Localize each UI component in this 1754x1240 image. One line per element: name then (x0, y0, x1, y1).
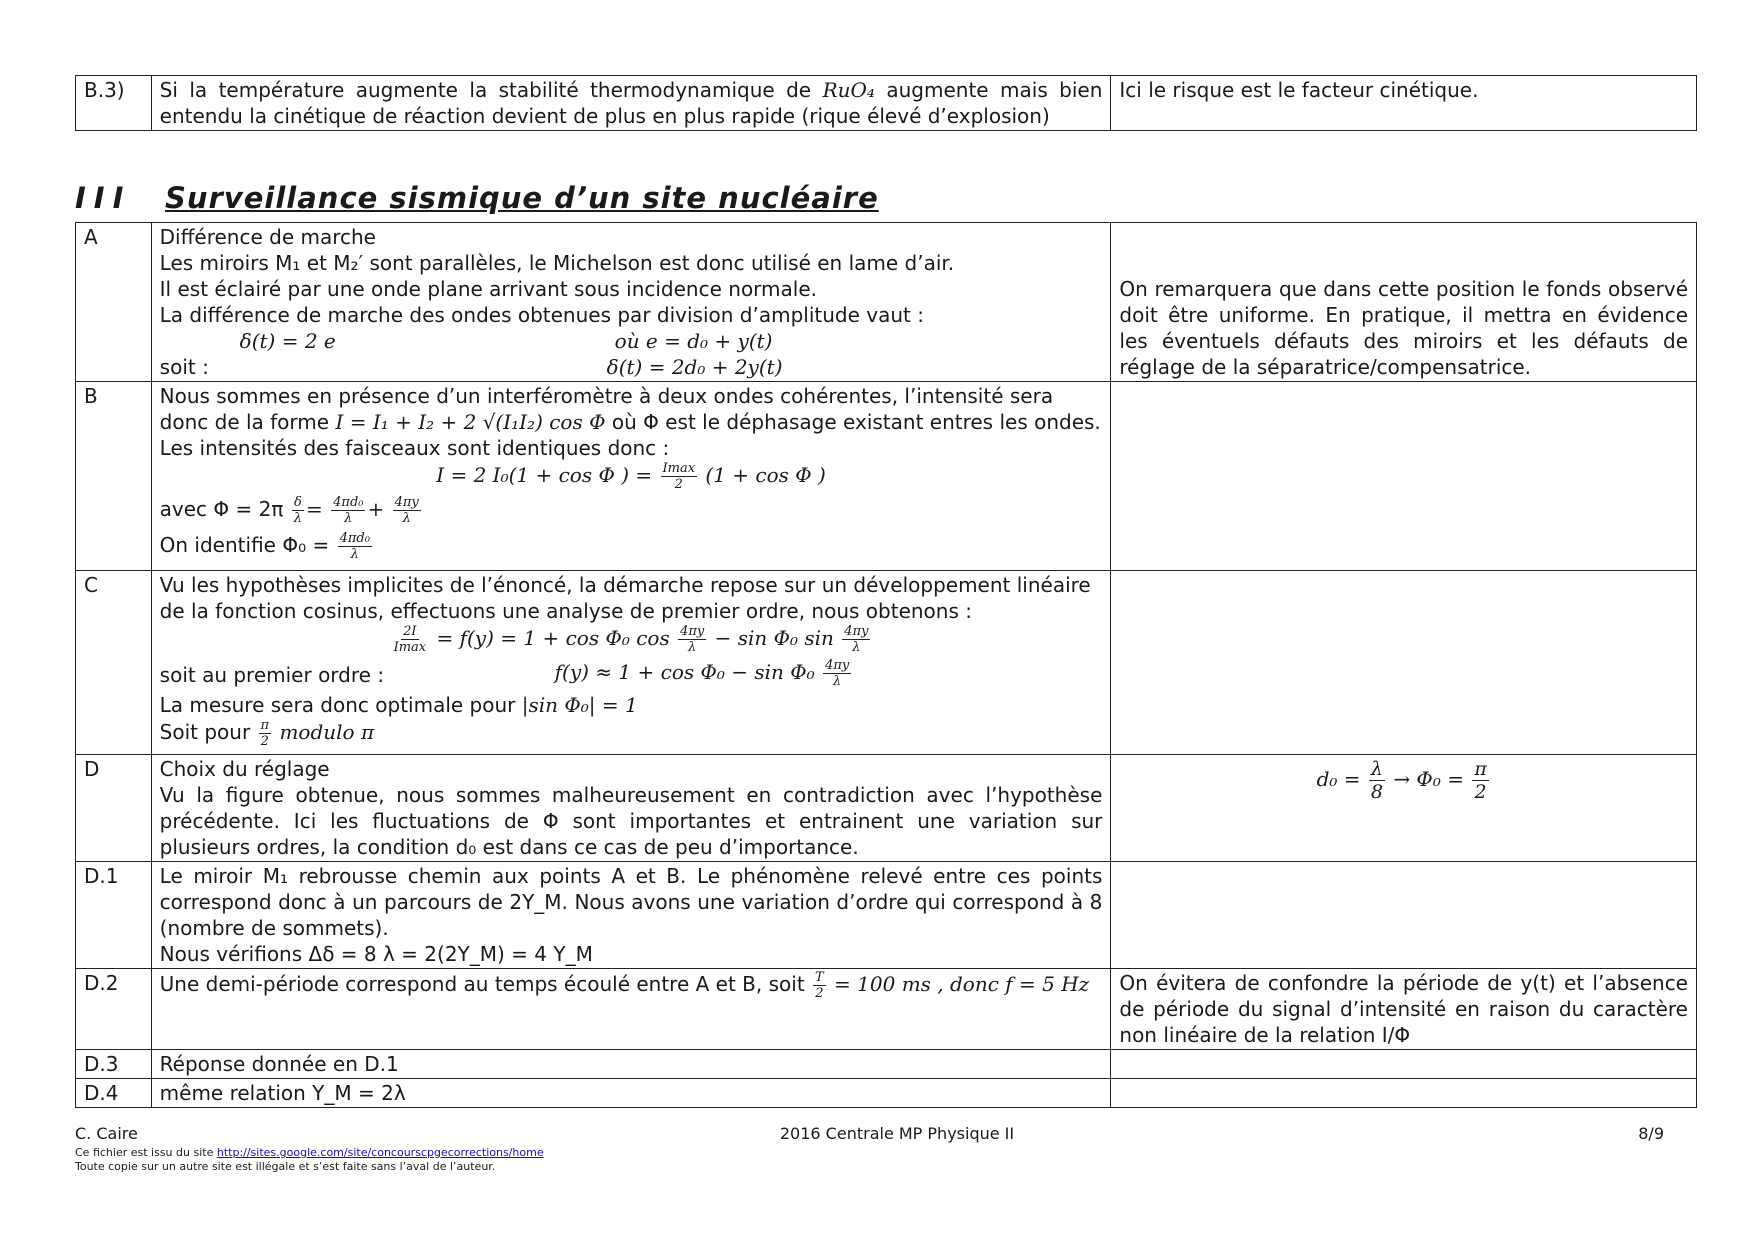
answer-cell (151, 571, 1111, 755)
answer-text: Choix du réglage (159, 757, 330, 781)
section-heading: Surveillance sismique d’un site nucléaire (165, 181, 879, 215)
table-row (76, 382, 1697, 571)
answer-cell (151, 755, 1111, 862)
answer-text: Soit pour (159, 720, 251, 744)
table-row (76, 76, 1697, 131)
denominator: λ (344, 511, 353, 526)
answer-text: soit au premier ordre : (159, 663, 385, 687)
comment-cell: Ici le risque est le facteur cinétique. (1111, 76, 1697, 131)
table-row (76, 862, 1697, 969)
formula: I = 2 I₀(1 + cos Φ ) = (436, 463, 653, 487)
answer-cell (151, 969, 1111, 1050)
answer-cell: Nous sommes en présence d’un interféromètre à deux ondes cohérentes, l’intensité sera donc de la forme I = I₁ + I₂ + 2 √(I₁I₂) cos Φ où Φ est le déphasage existant entres les ondes. Les intensités des faisceaux sont identiques donc : I = 2 I₀(1 + cos Φ ) = $\frac{Imax}{2}$ (1 + cos Φ ) avec Φ = 2π $\frac{\delta}{\lambda}$ = $\frac{\text{4πd₀}}{\lambda}$ + $\frac{4\pi y}{\lambda}$ On identifie Φ₀ = $\frac{\text{4πd₀}}{\lambda}$ (151, 382, 1111, 571)
answer-text: où Φ est le déphasage existant entres les ondes. (611, 410, 1101, 434)
formula: I = I₁ + I₂ + 2 √(I₁I₂) cos Φ (335, 410, 606, 434)
row-label: B.3) (76, 76, 152, 131)
table-row (76, 755, 1697, 862)
answer-cell (151, 223, 1111, 382)
denominator: λ (402, 511, 411, 526)
fraction (331, 495, 365, 526)
numerator: 4πy (844, 624, 869, 639)
formula: (1 + cos Φ ) (705, 463, 826, 487)
fraction (842, 624, 870, 655)
fraction (1472, 758, 1489, 803)
comment-cell: On évitera de confondre la période de y(t) et l’absence de période du signal d’intensité en raison du caractère non linéaire de la relation I/Φ (1111, 969, 1697, 1050)
footer-note (75, 1146, 544, 1160)
numerator: Imax (662, 461, 696, 476)
fraction (823, 658, 851, 689)
denominator: 2 (260, 734, 269, 749)
formula: − sin Φ₀ sin (714, 626, 834, 650)
row-label: A (76, 223, 152, 382)
numerator: π (1474, 758, 1487, 780)
answer-text: augmente mais bien entendu la cinétique de réaction devient de plus en plus rapide (rique élevé d’explosion) (159, 78, 1103, 128)
answer-text: Différence de marche (159, 225, 376, 249)
comment-cell (1111, 571, 1697, 755)
numerator: 2I (403, 624, 417, 639)
row-label: B (76, 382, 152, 571)
numerator: 4πy (394, 495, 419, 510)
answer-text: Une demi-période correspond au temps écoulé entre A et B, soit (159, 972, 805, 996)
note-text: Ce fichier est issu du site (75, 1146, 214, 1159)
formula: d₀ = (1316, 767, 1361, 791)
fraction (813, 970, 826, 1001)
answer-text: Nous vérifions Δδ = 8 λ = 2(2Y_M) = 4 Y_M (159, 942, 593, 966)
answer-cell: même relation Y_M = 2λ (151, 1079, 1111, 1108)
row-label: C (76, 571, 152, 755)
answer-text: Nous sommes en présence d’un interféromètre à deux ondes cohérentes, l’intensité sera (159, 384, 1054, 408)
row-label: D.1 (76, 862, 152, 969)
answer-text: Le miroir M₁ rebrousse chemin aux points A et B. Le phénomène relevé entre ces points correspond donc à un parcours de 2Y_M. Nous avons une variation d’ordre qui correspond à 8 (nombre de sommets). (159, 864, 1103, 940)
fraction (678, 624, 706, 655)
answer-text: La différence de marche des ondes obtenues par division d’amplitude vaut : (159, 303, 924, 327)
comment-cell (1111, 755, 1697, 862)
denominator: λ (852, 640, 861, 655)
numerator: δ (293, 495, 302, 510)
denominator: 8 (1370, 781, 1383, 803)
answer-text: Si la température augmente la stabilité thermodynamique de (159, 78, 812, 102)
comment-cell (1111, 382, 1697, 571)
denominator: λ (293, 511, 302, 526)
source-link[interactable]: http://sites.google.com/site/concourscpgecorrections/home (216, 1146, 544, 1159)
answer-text: de la fonction cosinus, effectuons une analyse de premier ordre, nous obtenons : (159, 599, 972, 623)
fraction (661, 461, 698, 492)
numerator: π (260, 718, 270, 733)
fraction (392, 624, 429, 655)
solution-table (75, 222, 1697, 1108)
answer-text: Il est éclairé par une onde plane arrivant sous incidence normale. (159, 277, 818, 301)
answer-text: Vu les hypothèses implicites de l’énoncé, la démarche repose sur un développement linéaire (159, 573, 1091, 597)
formula: → Φ₀ = (1393, 767, 1464, 791)
fraction (338, 531, 372, 562)
table-row (76, 969, 1697, 1050)
numerator: 4πd₀ (339, 531, 370, 546)
numerator: 4πd₀ (333, 495, 364, 510)
denominator: 2 (674, 477, 683, 492)
row-label: D (76, 755, 152, 862)
denominator: λ (350, 547, 359, 562)
numerator: 4πy (825, 658, 850, 673)
answer-text: On identifie Φ₀ = (159, 533, 330, 557)
denominator: 2 (1474, 781, 1487, 803)
table-row (76, 1050, 1697, 1079)
page-number: 8/9 (1638, 1124, 1664, 1143)
formula: |sin Φ₀| = 1 (521, 693, 638, 717)
answer-text: soit : (159, 355, 209, 379)
row-label: D.4 (76, 1079, 152, 1108)
footer-title: 2016 Centrale MP Physique II (779, 1124, 1015, 1143)
formula: f(y) ≈ 1 + cos Φ₀ − sin Φ₀ (554, 660, 815, 684)
answer-text: La mesure sera donc optimale pour (159, 693, 516, 717)
answer-text: Vu la figure obtenue, nous sommes malheureusement en contradiction avec l’hypothèse précédente. Ici les fluctuations de Φ sont importantes et entrainent une variation sur plusieurs ordres, la condition d₀ est dans ce cas de peu d’importance. (159, 783, 1103, 859)
answer-text: Les miroirs M₁ et M₂′ sont parallèles, le Michelson est donc utilisé en lame d’air. (159, 251, 955, 275)
numerator: λ (1370, 758, 1383, 780)
denominator: Imax (393, 640, 427, 655)
table-b3 (75, 75, 1697, 131)
comment-cell (1111, 862, 1697, 969)
formula: RuO₄ (822, 78, 875, 102)
answer-text: Les intensités des faisceaux sont identiques donc : (159, 436, 670, 460)
table-row (76, 223, 1697, 382)
fraction (1369, 758, 1385, 803)
denominator: 2 (815, 986, 824, 1001)
fraction (259, 718, 272, 749)
formula: δ(t) = 2d₀ + 2y(t) (606, 355, 783, 379)
table-row (76, 1079, 1697, 1108)
answer-text: donc de la forme (159, 410, 330, 434)
fraction (292, 495, 304, 526)
formula: = 100 ms , donc f = 5 Hz (834, 972, 1090, 996)
comment-cell (1111, 1050, 1697, 1079)
copyright-note: Toute copie sur un autre site est illégale et s’est faite sans l’aval de l’auteur. (75, 1160, 496, 1173)
comment-cell (1111, 1079, 1697, 1108)
table-row (76, 571, 1697, 755)
comment-cell: On remarquera que dans cette position le fonds observé doit être uniforme. En pratique, il mettra en évidence les éventuels défauts des miroirs et les défauts de réglage de la séparatrice/compensatrice. (1111, 223, 1697, 382)
section-title (75, 180, 879, 216)
formula: = f(y) = 1 + cos Φ₀ cos (436, 626, 670, 650)
answer-cell (151, 76, 1111, 131)
numerator: T (815, 970, 824, 985)
answer-cell (151, 862, 1111, 969)
footer-author: C. Caire (75, 1124, 138, 1143)
row-label: D.3 (76, 1050, 152, 1079)
formula: où e = d₀ + y(t) (614, 329, 773, 353)
answer-cell: Réponse donnée en D.1 (151, 1050, 1111, 1079)
denominator: λ (833, 674, 842, 689)
formula: δ(t) = 2 e (239, 329, 336, 353)
formula: modulo π (279, 720, 375, 744)
section-number: III (75, 181, 132, 215)
fraction (393, 495, 421, 526)
answer-text: avec Φ = 2π (159, 497, 284, 521)
numerator: 4πy (680, 624, 705, 639)
denominator: λ (688, 640, 697, 655)
row-label: D.2 (76, 969, 152, 1050)
